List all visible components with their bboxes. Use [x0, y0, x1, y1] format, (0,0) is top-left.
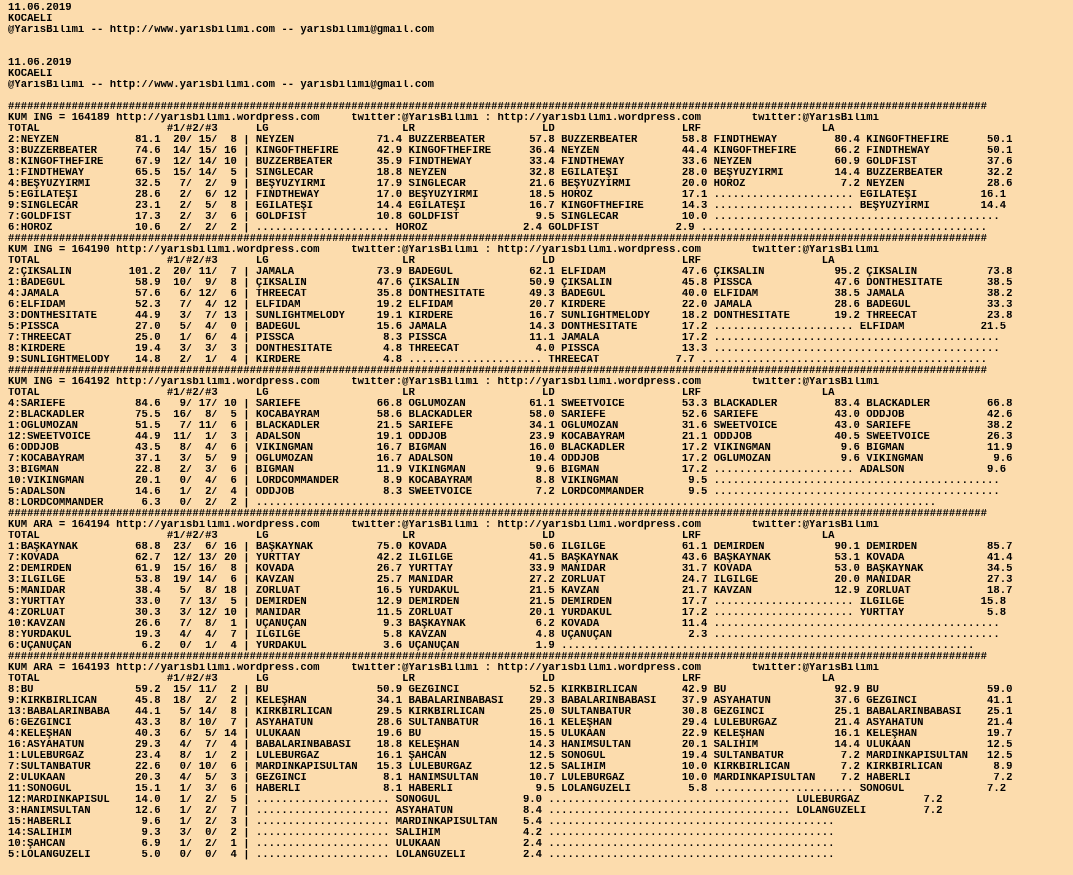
text-line: 4:SARIEFE 84.6 9/ 17/ 10 | SARIEFE 66.8 OĞLUMOZAN 61.1 SWEETVOICE 53.3 BLACKADLER 83.4 BLACKADLER 66.8	[8, 399, 1013, 410]
text-line: 3:BUZZERBEATER 74.6 14/ 15/ 16 | KINGOFTHEFIRE 42.9 KINGOFTHEFIRE 36.4 NEYZEN 44.4 KINGOFTHEFIRE 66.2 FINDTHEWAY 50.1	[8, 146, 1013, 157]
text-line: 12:SWEETVOICE 44.9 11/ 1/ 3 | ADALSON 19.1 ODDJOB 23.9 KOCABAYRAM 21.1 ODDJOB 40.5 SWEETVOICE 26.3	[8, 432, 1013, 443]
text-line: 4:KELEŞHAN 40.3 6/ 5/ 14 | ULUKAAN 19.6 BU 15.5 ULUKAAN 22.9 KELEŞHAN 16.1 KELEŞHAN 19.7	[8, 729, 1013, 740]
text-line: 8:LORDCOMMANDER 6.3 0/ 2/ 2 | ...........................................................................................................	[8, 498, 937, 509]
text-line: 3:YURTTAY 33.0 7/ 13/ 5 | DEMİRDEN 12.9 DEMİRDEN 21.5 DEMİRDEN 17.7 ...................... İLGİLGE 15.8	[8, 597, 1007, 608]
text-line: 9:KIRKBİRLİCAN 45.8 18/ 2/ 2 | KELEŞHAN 34.1 BABALARINBABASI 29.3 BABALARINBABASI 37.9 ASYAHATUN 37.6 GEZGİNCİ 41.1	[8, 696, 1013, 707]
text-line: 6:HOROZ 10.6 2/ 2/ 2 | ..................... HOROZ 2.4 GOLDFIST 2.9 .............................................	[8, 223, 988, 234]
text-line: KUM ING = 164192 http://yarisbilimi.wordpress.com twitter:@YarisBilimi : http://yarisbilimi.wordpress.com twitter:@YarisBilimi	[8, 377, 879, 388]
text-line: 2:BLACKADLER 75.5 16/ 8/ 5 | KOCABAYRAM 58.6 BLACKADLER 58.0 SARIEFE 52.6 SARIEFE 43.0 ODDJOB 42.6	[8, 410, 1013, 421]
text-line: TOTAL #1/#2/#3 LG LR LD LRF LA	[8, 674, 835, 685]
text-line: 3:DONTHESITATE 44.9 3/ 7/ 13 | SUNLIGHTMELODY 19.1 KIRDERE 16.7 SUNLIGHTMELODY 18.2 DONTHESITATE 19.2 THREECAT 23.8	[8, 311, 1013, 322]
text-line: 7:KOVADA 62.7 12/ 13/ 20 | YURTTAY 42.2 İLGİLGE 41.5 BAŞKAYNAK 43.6 BAŞKAYNAK 53.1 KOVADA 41.4	[8, 553, 1013, 564]
text-line: 6:UÇANUÇAN 6.2 0/ 1/ 4 | YURDAKUL 3.6 UÇANUÇAN 1.9 .................................................................	[8, 641, 975, 652]
text-line: 7:GOLDFIST 17.3 2/ 3/ 6 | GOLDFIST 10.8 GOLDFIST 9.5 SINGLECAR 10.0 .............................................	[8, 212, 1000, 223]
text-line: 7:SULTANBATUR 22.6 0/ 10/ 6 | MARDİNKAPISULTAN 15.3 LÜLEBURGAZ 12.5 SALİHİM 10.0 KIRKBİRLİCAN 7.2 KIRKBİRLİCAN 8.9	[8, 762, 1013, 773]
text-line: ##########################################################################################################################################################	[8, 366, 988, 377]
text-line: KUM ING = 164189 http://yarisbilimi.wordpress.com twitter:@YarisBilimi : http://yarisbilimi.wordpress.com twitter:@YarisBilimi	[8, 113, 879, 124]
text-line: 4:JAMALA 57.6 6/ 12/ 6 | THREECAT 35.8 DONTHESITATE 49.3 BADEGUL 40.0 ELFİDAM 38.5 JAMALA 38.2	[8, 289, 1013, 300]
text-line: 5:LOLANGUZELİ 5.0 0/ 0/ 4 | ..................... LOLANGUZELİ 2.4 .............................................	[8, 850, 835, 861]
text-line: 2:ULUKAAN 20.3 4/ 5/ 3 | GEZGİNCİ 8.1 HANIMSULTAN 10.7 LÜLEBURGAZ 10.0 MARDİNKAPISULTAN 7.2 HABERLİ 7.2	[8, 773, 1013, 784]
text-line: 8:KIRDERE 19.4 3/ 3/ 3 | DONTHESITATE 4.8 THREECAT 4.0 PISSCA 13.3 .............................................	[8, 344, 1000, 355]
text-line: 2:ÇIKSALIN 101.2 20/ 11/ 7 | JAMALA 73.9 BADEGÜL 62.1 ELFİDAM 47.6 ÇIKSALIN 95.2 ÇIKSALIN 73.8	[8, 267, 1013, 278]
text-line: TOTAL #1/#2/#3 LG LR LD LRF LA	[8, 256, 835, 267]
text-line: 3:HANIMSULTAN 12.6 1/ 2/ 7 | ..................... ASYAHATUN 8.4 ...................................... LOLANGUZELİ 7.2	[8, 806, 943, 817]
text-line: 5:ADALSON 14.6 1/ 2/ 4 | ODDJOB 8.3 SWEETVOICE 7.2 LORDCOMMANDER 9.5 .............................................	[8, 487, 1000, 498]
text-line: @YarisBilimi -- http://www.yarisbilimi.com -- yarisbilimi@gmail.com	[8, 80, 434, 91]
text-line: 7:THREECAT 25.0 1/ 6/ 4 | PISSCA 8.3 PISSCA 11.1 JAMALA 17.2 .............................................	[8, 333, 1000, 344]
text-line: 11:SONOĞUL 15.1 1/ 3/ 6 | HABERLİ 8.1 HABERLİ 9.5 LOLANGUZELİ 5.8 ...................... SONOĞUL 7.2	[8, 784, 1007, 795]
text-line: 6:ODDJOB 43.5 8/ 4/ 6 | VİKİNGMAN 16.7 BIGMAN 16.0 BLACKADLER 17.2 VİKİNGMAN 9.6 BIGMAN 11.9	[8, 443, 1013, 454]
text-line: 9:SUNLIGHTMELODY 14.8 2/ 1/ 4 | KIRDERE 4.8 ..................... THREECAT 7.7 .............................................	[8, 355, 988, 366]
text-line: KUM ARA = 164193 http://yarisbilimi.wordpress.com twitter:@YarisBilimi : http://yarisbilimi.wordpress.com twitter:@YarisBilimi	[8, 663, 879, 674]
text-line: 5:EGİLATEŞİ 28.6 2/ 6/ 12 | FINDTHEWAY 17.0 BEŞYÜZYİRMİ 18.5 HOROZ 17.1 ...................... EGİLATEŞİ 16.1	[8, 190, 1007, 201]
text-line: 2:DEMİRDEN 61.9 15/ 16/ 8 | KOVADA 26.7 YURTTAY 33.9 MANİDAR 31.7 KOVADA 53.0 BAŞKAYNAK 34.5	[8, 564, 1013, 575]
text-line	[8, 47, 1073, 58]
text-line: 11.06.2019	[8, 3, 72, 14]
text-line: KOCAELI	[8, 14, 53, 25]
text-line: 14:SALİHİM 9.3 3/ 0/ 2 | ..................... SALİHİM 4.2 .............................................	[8, 828, 835, 839]
text-line: 11.06.2019	[8, 58, 72, 69]
text-line: 10:KAVZAN 26.6 7/ 8/ 1 | UÇANUÇAN 9.3 BAŞKAYNAK 6.2 KOVADA 11.4 .............................................	[8, 619, 1000, 630]
text-line: ##########################################################################################################################################################	[8, 234, 988, 245]
text-line	[8, 91, 1073, 102]
text-line: ##########################################################################################################################################################	[8, 509, 988, 520]
text-line: 1:OĞLUMOZAN 51.5 7/ 11/ 6 | BLACKADLER 21.5 SARIEFE 34.1 OĞLUMOZAN 31.6 SWEETVOICE 43.0 SARIEFE 38.2	[8, 421, 1013, 432]
text-line: 8:YURDAKUL 19.3 4/ 4/ 7 | İLGİLGE 5.8 KAVZAN 4.8 UÇANUÇAN 2.3 .............................................	[8, 630, 1000, 641]
text-line: 1:BAŞKAYNAK 68.8 23/ 6/ 16 | BAŞKAYNAK 75.0 KOVADA 50.6 İLGİLGE 61.1 DEMİRDEN 90.1 DEMİRDEN 85.7	[8, 542, 1013, 553]
text-line: 1:BADEGUL 58.9 10/ 9/ 8 | ÇIKSALIN 47.6 ÇIKSALIN 50.9 ÇIKSALIN 45.8 PISSCA 47.6 DONTHESITATE 38.5	[8, 278, 1013, 289]
text-line: 12:MARDİNKAPISUL 14.0 1/ 2/ 5 | ..................... SONOĞUL 9.0 ...................................... LÜLEBURGAZ 7.2	[8, 795, 943, 806]
text-line: 7:KOCABAYRAM 37.1 3/ 5/ 9 | OĞLUMOZAN 16.7 ADALSON 10.4 ODDJOB 17.2 OĞLUMOZAN 9.6 VİKİNGMAN 9.6	[8, 454, 1013, 465]
text-line: 1:FINDTHEWAY 65.5 15/ 14/ 5 | SINGLECAR 18.8 NEYZEN 32.8 EGİLATEŞİ 28.0 BEŞYÜZYİRMİ 14.4 BUZZERBEATER 32.2	[8, 168, 1013, 179]
text-line: 4:ZORLUAT 30.3 3/ 12/ 10 | MANİDAR 11.5 ZORLUAT 20.1 YURDAKUL 17.2 ...................... YURTTAY 5.8	[8, 608, 1007, 619]
text-line: 4:BEŞYÜZYİRMİ 32.5 7/ 2/ 9 | BEŞYÜZYİRMİ 17.9 SINGLECAR 21.6 BEŞYÜZYİRMİ 20.0 HOROZ 7.2 NEYZEN 28.6	[8, 179, 1013, 190]
text-line: TOTAL #1/#2/#3 LG LR LD LRF LA	[8, 124, 835, 135]
text-line: TOTAL #1/#2/#3 LG LR LD LRF LA	[8, 531, 835, 542]
text-line: 16:ASYAHATUN 29.3 4/ 7/ 4 | BABALARINBABASI 18.8 KELEŞHAN 14.3 HANIMSULTAN 20.1 SALİHİM 14.4 ULUKAAN 12.5	[8, 740, 1013, 751]
text-line: 8:KINGOFTHEFIRE 67.9 12/ 14/ 10 | BUZZERBEATER 35.9 FINDTHEWAY 33.4 FINDTHEWAY 33.6 NEYZEN 60.9 GOLDFIST 37.6	[8, 157, 1013, 168]
text-line: 6:GEZGİNCİ 43.3 8/ 10/ 7 | ASYAHATUN 28.6 SULTANBATUR 16.1 KELEŞHAN 29.4 LÜLEBURGAZ 21.4 ASYAHATUN 21.4	[8, 718, 1013, 729]
text-line: 10:ŞAHCAN 6.9 1/ 2/ 1 | ..................... ULUKAAN 2.4 .............................................	[8, 839, 835, 850]
text-line: ##########################################################################################################################################################	[8, 102, 988, 113]
text-line: KUM ING = 164190 http://yarisbilimi.wordpress.com twitter:@YarisBilimi : http://yarisbilimi.wordpress.com twitter:@YarisBilimi	[8, 245, 879, 256]
text-line: KUM ARA = 164194 http://yarisbilimi.wordpress.com twitter:@YarisBilimi : http://yarisbilimi.wordpress.com twitter:@YarisBilimi	[8, 520, 879, 531]
text-line: 13:BABALARINBABA 44.1 5/ 14/ 8 | KIRKBİRLİCAN 29.5 KIRKBİRLİCAN 25.0 SULTANBATUR 30.8 GEZGİNCİ 25.1 BABALARINBABASI 25.1	[8, 707, 1013, 718]
text-line: 3:BIGMAN 22.8 2/ 3/ 6 | BIGMAN 11.9 VİKİNGMAN 9.6 BIGMAN 17.2 ...................... ADALSON 9.6	[8, 465, 1007, 476]
text-line: 5:MANİDAR 38.4 5/ 8/ 18 | ZORLUAT 16.5 YURDAKUL 21.5 KAVZAN 21.7 KAVZAN 12.9 ZORLUAT 18.7	[8, 586, 1013, 597]
text-line: TOTAL #1/#2/#3 LG LR LD LRF LA	[8, 388, 835, 399]
text-line: @YarisBilimi -- http://www.yarisbilimi.com -- yarisbilimi@gmail.com	[8, 25, 434, 36]
text-line	[8, 36, 1073, 47]
text-line: ##########################################################################################################################################################	[8, 652, 988, 663]
text-line: 5:PISSCA 27.0 5/ 4/ 0 | BADEGÜL 15.6 JAMALA 14.3 DONTHESITATE 17.2 ...................... ELFİDAM 21.5	[8, 322, 1007, 333]
text-line: 10:VİKİNGMAN 20.1 0/ 4/ 6 | LORDCOMMANDER 8.9 KOCABAYRAM 8.8 VİKİNGMAN 9.5 .............................................	[8, 476, 1000, 487]
text-line: KOCAELI	[8, 69, 53, 80]
text-line: 1:LÜLEBURGAZ 23.4 8/ 1/ 2 | LÜLEBURGAZ 16.1 ŞAHCAN 12.5 SONOĞUL 19.4 SULTANBATUR 7.2 MARDİNKAPISULTAN 12.5	[8, 751, 1013, 762]
text-line: 2:NEYZEN 81.1 20/ 15/ 8 | NEYZEN 71.4 BUZZERBEATER 57.8 BUZZERBEATER 58.8 FINDTHEWAY 80.4 KINGOFTHEFIRE 50.1	[8, 135, 1013, 146]
text-line: 9:SINGLECAR 23.1 2/ 5/ 8 | EGİLATEŞİ 14.4 EGİLATEŞİ 16.7 KINGOFTHEFIRE 14.3 ...................... BEŞYÜZYİRMİ 14.4	[8, 201, 1007, 212]
text-line: 15:HABERLİ 9.6 1/ 2/ 3 | ..................... MARDİNKAPISULTAN 5.4 .............................................	[8, 817, 835, 828]
text-line: 3:İLGİLGE 53.8 19/ 14/ 6 | KAVZAN 25.7 MANİDAR 27.2 ZORLUAT 24.7 İLGİLGE 20.0 MANİDAR 27.3	[8, 575, 1013, 586]
text-line: 8:BU 59.2 15/ 11/ 2 | BU 50.9 GEZGİNCİ 52.5 KIRKBİRLİCAN 42.9 BU 92.9 BU 59.0	[8, 685, 1013, 696]
text-line: 6:ELFİDAM 52.3 7/ 4/ 12 | ELFİDAM 19.2 ELFİDAM 20.7 KIRDERE 22.0 JAMALA 28.6 BADEGUL 33.3	[8, 300, 1013, 311]
